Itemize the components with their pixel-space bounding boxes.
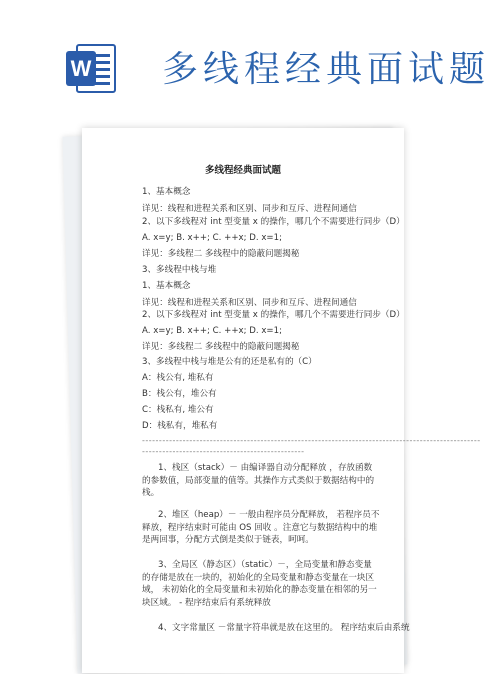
word-document-icon (66, 41, 116, 96)
text-line: 详见：多线程二 多线程中的隐蔽问题揭秘 (142, 249, 300, 259)
text-line: 详见：多线程二 多线程中的隐蔽问题揭秘 (142, 342, 300, 352)
text-line: 详见：线程和进程关系和区别、同步和互斥、进程间通信 (142, 298, 357, 308)
paragraph: 1、栈区（stack）－ 由编译器自动分配释放 ，存放函数的参数值，局部变量的值等。其操作方式类似于数据结构中的栈。 (142, 463, 375, 499)
word-letter-badge: W (66, 51, 96, 86)
paragraph: 3、全局区（静态区）（static）－，全局变量和静态变量的存储是放在一块的，初始化的全局变量和静态变量在一块区域， 未初始化的全局变量和未初始化的静态变量在相邻的另一块区域。 - 程序结束后有系统释放 (142, 560, 377, 608)
banner (0, 0, 490, 130)
paragraph: 2、堆区（heap）－ 一般由程序员分配释放， 若程序员不释放，程序结束时可能由 OS 回收 。注意它与数据结构中的堆是两回事，分配方式倒是类似于链表，呵呵。 (142, 510, 380, 546)
text-line: C：栈私有, 堆公有 (142, 405, 214, 415)
text-line: 3、多线程中栈与堆 (142, 265, 217, 275)
document-title: 多线程经典面试题 (204, 165, 281, 176)
text-line: 1、基本概念 (142, 187, 191, 197)
paragraph: 4、文字常量区 －常量字符串就是放在这里的。 程序结束后由系统 (158, 623, 410, 633)
text-line: 1、基本概念 (142, 281, 191, 291)
separator-line: ---------------------------------------------------------------------------------------------------- (142, 436, 481, 445)
text-line: 2、以下多线程对 int 型变量 x 的操作，哪几个不需要进行同步（D） (142, 217, 405, 227)
banner-title: 多线程经典面试题 (162, 49, 490, 90)
text-line: 2、以下多线程对 int 型变量 x 的操作，哪几个不需要进行同步（D） (142, 310, 405, 320)
text-line: D：栈私有，堆私有 (142, 421, 218, 431)
text-line: A：栈公有, 堆私有 (142, 373, 214, 383)
separator-line: ------------------------------------------------ (142, 447, 305, 456)
document-page (82, 128, 481, 673)
text-line: 3、多线程中栈与堆是公有的还是私有的（C） (142, 357, 317, 367)
text-line: 详见：线程和进程关系和区别、同步和互斥、进程间通信 (142, 204, 357, 214)
text-line: A. x=y; B. x++; C. ++x; D. x=1; (142, 233, 282, 243)
text-line: B：栈公有，堆公有 (142, 389, 217, 399)
text-line: A. x=y; B. x++; C. ++x; D. x=1; (142, 326, 282, 336)
